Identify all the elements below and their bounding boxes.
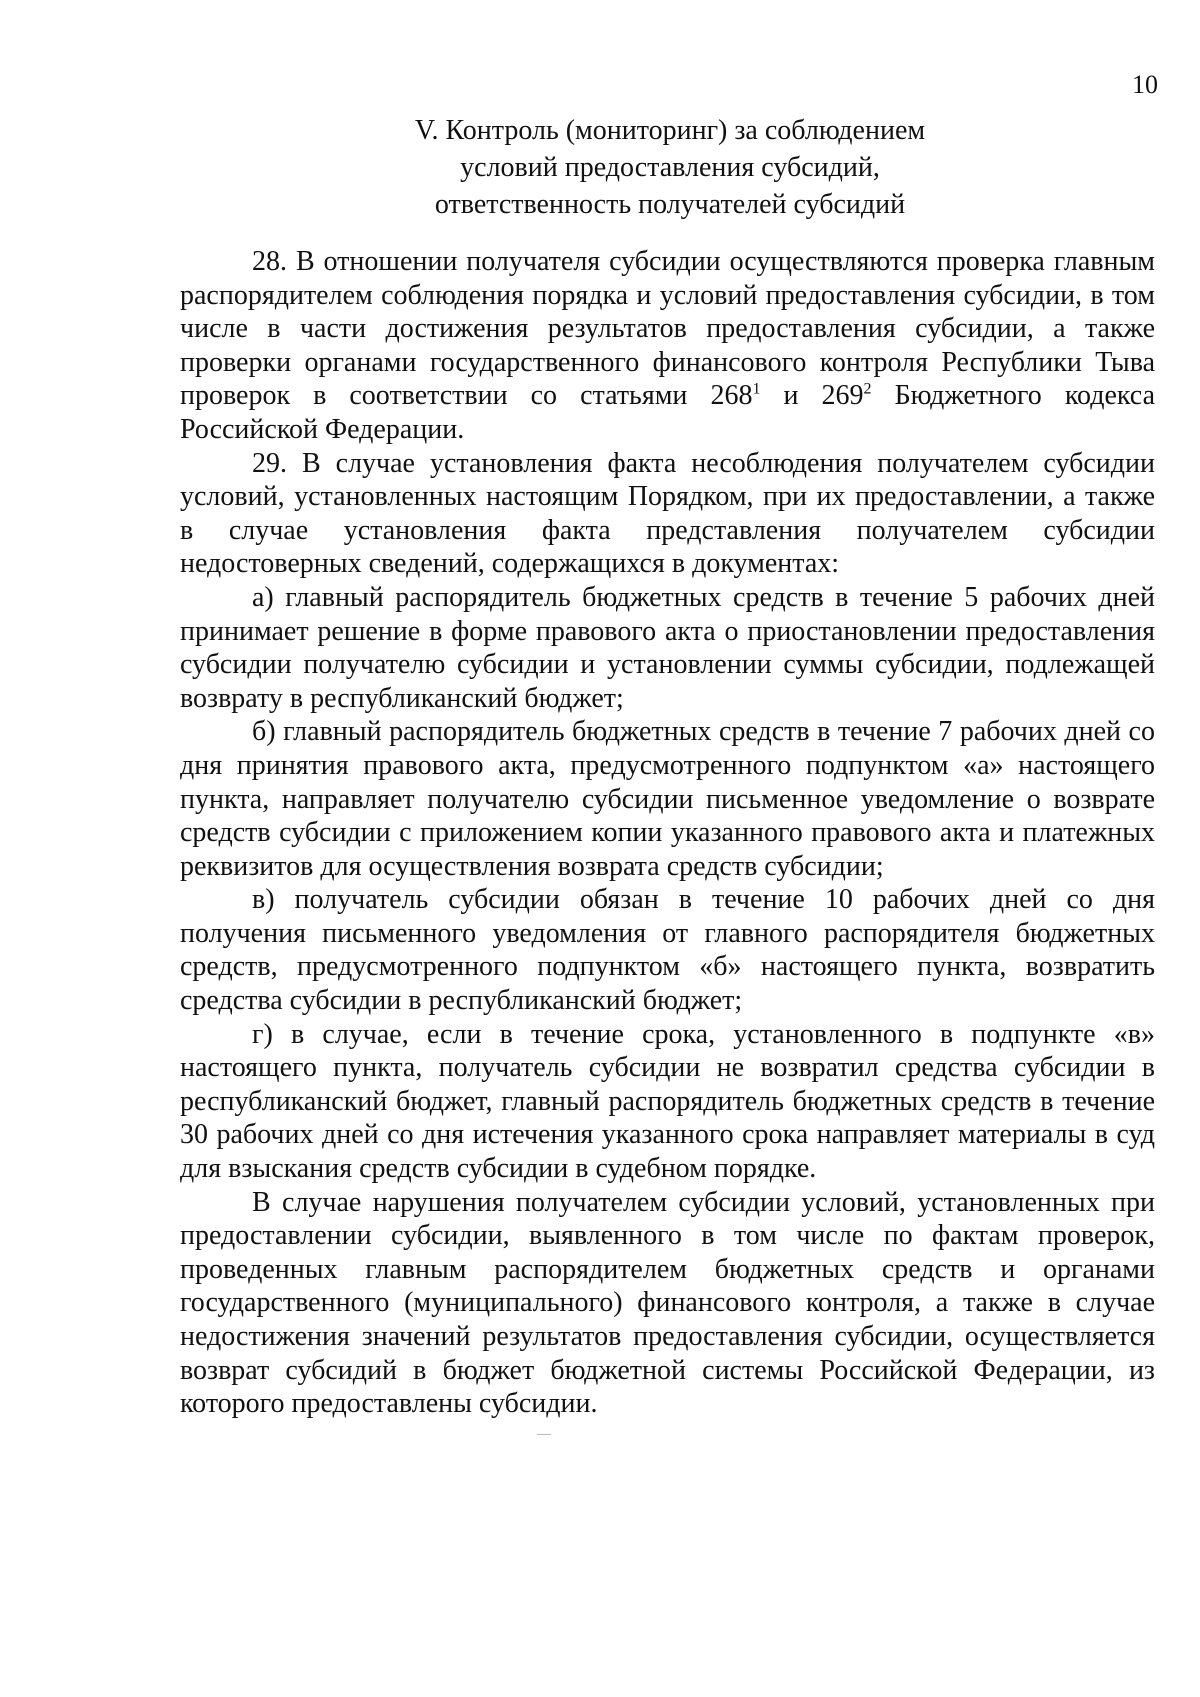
paragraph-28	[180, 245, 1155, 447]
closing-paragraph: В случае нарушения получателем субсидии условий, установленных при предоставлении субсидии, выявленного в том числе по фактам проверок, проведенных главным распорядителем бюджетных средств и органами государственного (муниципального) финансового контроля, а также в случае недостижения значений результатов предоставления субсидии, осуществляется возврат субсидий в бюджет бюджетной системы Российской Федерации, из которого предоставлены субсидии.	[180, 1186, 1155, 1420]
section-heading-line: ответственность получателей субсидий	[434, 189, 906, 220]
subparagraph-v: в) получатель субсидии обязан в течение 10 рабочих дней со дня получения письменного уведомления от главного распорядителя бюджетных средств, предусмотренного подпунктом «б» настоящего пункта, возвратить средства субсидии в республиканский бюджет;	[180, 884, 1155, 1017]
footnote-superscript: 2	[863, 381, 872, 399]
section-heading-line: условий предоставления субсидий,	[460, 152, 880, 183]
subparagraph-g: г) в случае, если в течение срока, установленного в подпункте «в» настоящего пункта, получатель субсидии не возвратил средства субсидии в республиканский бюджет, главный распорядитель бюджетных средств в течение 30 рабочих дней со дня истечения указанного срока направляет материалы в суд для взыскания средств субсидии в судебном порядке.	[180, 1018, 1155, 1185]
paragraph-28-text: Бюджетного кодекса Российской Федерации.	[180, 380, 1156, 445]
section-heading-line: V. Контроль (мониторинг) за соблюдением	[414, 115, 926, 146]
subparagraph-b: б) главный распорядитель бюджетных средств в течение 7 рабочих дней со дня принятия правового акта, предусмотренного подпунктом «а» настоящего пункта, направляет получателю субсидии письменное уведомление о возврате средств субсидии с приложением копии указанного правового акта и платежных реквизитов для осуществления возврата средств субсидии;	[180, 716, 1155, 882]
document-body	[180, 245, 1155, 1421]
footnote-superscript: 1	[752, 381, 761, 399]
scan-mark	[537, 1434, 551, 1435]
paragraph-29: 29. В случае установления факта несоблюдения получателем субсидии условий, установленных настоящим Порядком, при их предоставлении, а также в случае установления факта представления получателем субсидии недостоверных сведений, содержащихся в документах:	[180, 447, 1155, 580]
section-heading	[0, 112, 1200, 223]
subparagraph-a: а) главный распорядитель бюджетных средств в течение 5 рабочих дней принимает решение в форме правового акта о приостановлении предоставления субсидии получателю субсидии и установлении суммы субсидии, подлежащей возврату в республиканский бюджет;	[180, 581, 1155, 714]
paragraph-28-text: 28. В отношении получателя субсидии осуществляются проверка главным распорядителем соблюдения порядка и условий предоставления субсидии, в том числе в части достижения результатов предоставления субсидии, а также проверки органами государственного финансового контроля Республики Тыва проверок в соответствии со статьями 268	[180, 246, 1155, 412]
paragraph-28-text: и 269	[760, 380, 864, 412]
page-number: 10	[1132, 70, 1158, 99]
